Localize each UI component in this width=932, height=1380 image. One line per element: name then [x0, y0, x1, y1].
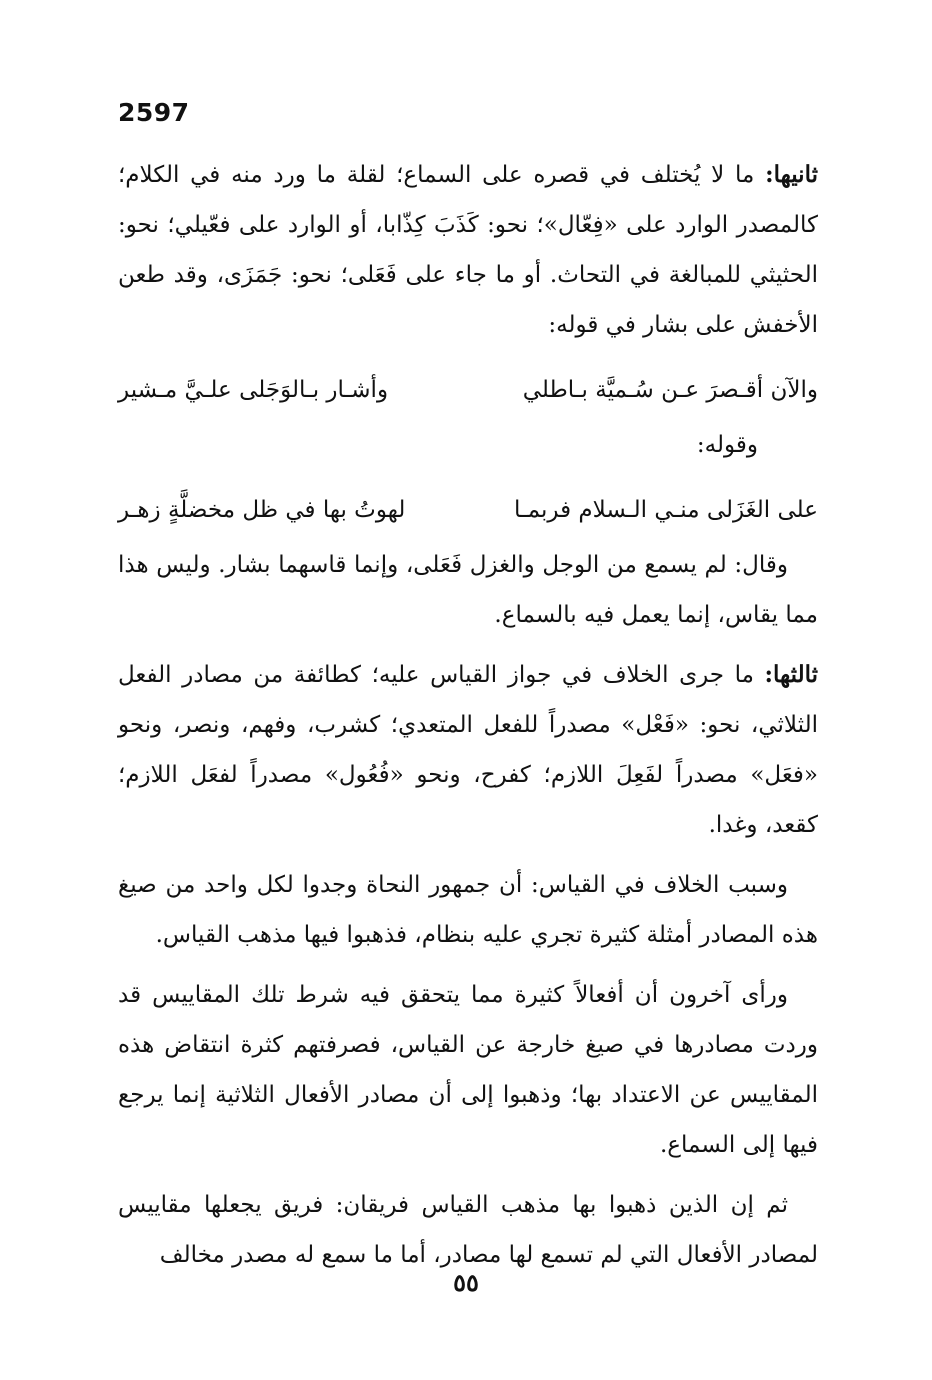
paragraph-reason: وسبب الخلاف في القياس: أن جمهور النحاة وجدوا لكل واحد من صيغ هذه المصادر أمثلة كثيرة تجري عليه بنظام، فذهبوا فيها مذهب القياس.: [118, 872, 818, 948]
paragraph-text: ما لا يُختلف في قصره على السماع؛ لقلة ما ورد منه في الكلام؛ كالمصدر الوارد على «فِعّال»؛ نحو: كَذَبَ كِذّابا، أو الوارد على فعّيلي؛ نحو: الحثيثي للمبالغة في التحاث. أو ما جاء على فَعَلى؛ نحو: جَمَزَى، وقد طعن الأخفش على بشار في قوله:: [118, 162, 818, 338]
paragraph-akhfash-remark: وقال: لم يسمع من الوجل والغزل فَعَلى، وإنما قاسهما بشار. وليس هذا مما يقاس، إنما يعمل فيه بالسماع.: [118, 552, 818, 628]
paragraph-two-groups: ثم إن الذين ذهبوا بها مذهب القياس فريقان: فريق يجعلها مقاييس لمصادر الأفعال التي لم تسمع لها مصادر، أما ما سمع له مصدر مخالف: [118, 1192, 818, 1268]
verse-first-hemistich: والآن أقـصرَ عـن سُـميَّة بـاطلي: [522, 377, 818, 403]
poetry-verse-2: [118, 480, 818, 540]
paragraph-second-type: [118, 150, 818, 350]
poetry-verse-1: [118, 360, 818, 420]
verse-intro: وقوله:: [696, 432, 758, 458]
section-lead-second: ثانيها:: [765, 161, 818, 188]
paragraph-others-view: ورأى آخرون أن أفعالاً كثيرة مما يتحقق فيه شرط تلك المقاييس قد وردت مصادرها في صيغ خارجة عن القياس، فصرفتهم كثرة انتقاض هذه المقاييس عن الاعتداد بها؛ وذهبوا إلى أن مصادر الأفعال الثلاثية إنما يرجع فيها إلى السماع.: [118, 982, 818, 1158]
paragraph-text: ما جرى الخلاف في جواز القياس عليه؛ كطائفة من مصادر الفعل الثلاثي، نحو: «فَعْل» مصدراً للفعل المتعدي؛ كشرب، وفهم، ونصر، ونحو «فعَل» مصدراً لفَعِلَ اللازم؛ كفرح، ونحو «فُعُول» مصدراً لفعَل اللازم؛ كقعد، وغدا.: [118, 662, 818, 838]
paragraph-third-type: [118, 650, 818, 850]
verse-first-hemistich: على الغَزَلى منـي الـسلام فربمـا: [513, 497, 818, 523]
page-number-bottom: ٥٥: [453, 1268, 479, 1297]
verse-second-hemistich: وأشـار بـالوَجَلى علـيَّ مـشير: [118, 377, 389, 403]
page-number-top: 2597: [118, 98, 190, 127]
main-text: [118, 150, 818, 1280]
section-lead-third: ثالثها:: [764, 661, 818, 688]
verse-second-hemistich: لهوتُ بها في ظل مخضلَّةٍ زهـر: [118, 497, 406, 523]
